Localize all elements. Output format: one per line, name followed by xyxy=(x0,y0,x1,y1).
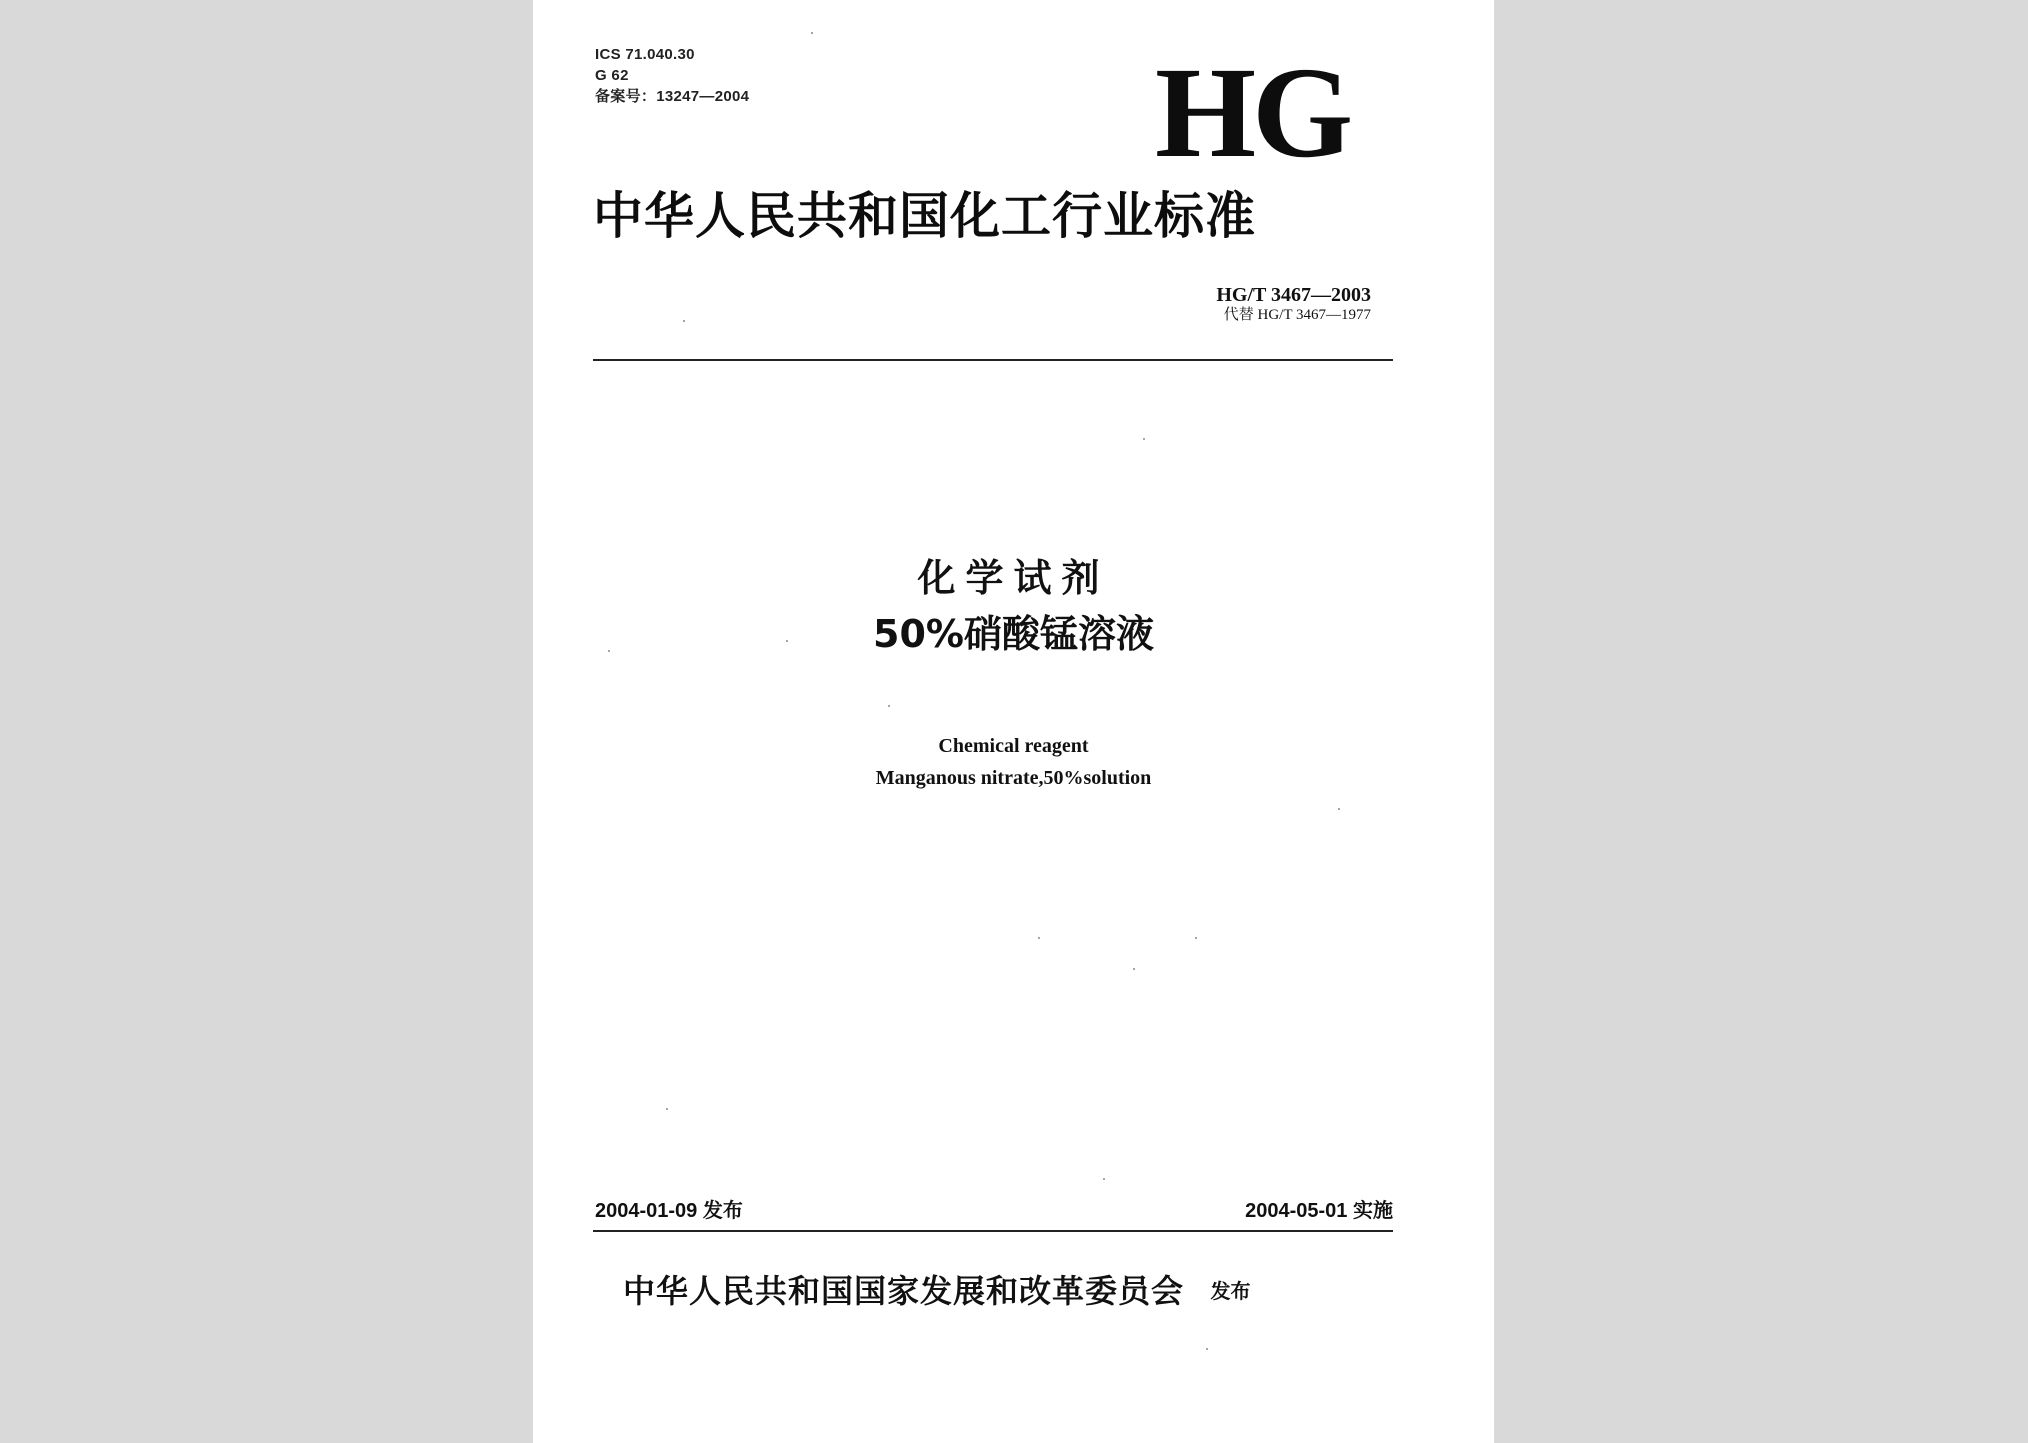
classification-code: G 62 xyxy=(595,67,629,84)
scan-speck xyxy=(608,650,610,652)
scan-speck xyxy=(1338,808,1340,810)
record-number: 备案号：13247—2004 xyxy=(595,88,750,105)
ics-code: ICS 71.040.30 xyxy=(595,46,695,63)
scan-speck xyxy=(666,1108,668,1110)
publisher-organization: 中华人民共和国国家发展和改革委员会 xyxy=(623,1272,1185,1310)
replaces-standard: 代替 HG/T 3467—1977 xyxy=(1223,307,1371,323)
footer-divider xyxy=(593,1230,1393,1232)
scan-speck xyxy=(1103,1178,1105,1180)
standard-number: HG/T 3467—2003 xyxy=(1216,284,1371,306)
publish-action: 发布 xyxy=(1210,1279,1251,1303)
header-divider xyxy=(593,359,1393,361)
effective-date: 2004-05-01 实施 xyxy=(1245,1200,1393,1222)
scan-speck xyxy=(1195,937,1197,939)
chinese-title xyxy=(633,550,1394,662)
scan-speck xyxy=(786,640,788,642)
issue-date: 2004-01-09 发布 xyxy=(595,1200,743,1222)
hg-logo: HG xyxy=(1155,41,1350,185)
english-title-line1: Chemical reagent xyxy=(938,735,1089,757)
scan-speck xyxy=(888,705,890,707)
standard-code-block xyxy=(1216,284,1371,324)
scan-speck xyxy=(1038,937,1040,939)
chinese-title-line2: 50%硝酸锰溶液 xyxy=(873,612,1154,656)
scan-speck xyxy=(811,32,813,34)
english-title xyxy=(633,730,1394,794)
chinese-title-line1: 化学试剂 xyxy=(917,556,1110,600)
publisher-line xyxy=(623,1270,1423,1312)
english-title-line2: Manganous nitrate,50%solution xyxy=(875,767,1152,789)
standard-title: 中华人民共和国化工行业标准 xyxy=(593,187,1256,245)
document-page xyxy=(533,0,1494,1443)
scan-speck xyxy=(1143,438,1145,440)
scan-speck xyxy=(1133,968,1135,970)
scan-speck xyxy=(1206,1348,1208,1350)
scan-speck xyxy=(683,320,685,322)
metadata-block xyxy=(595,44,749,107)
